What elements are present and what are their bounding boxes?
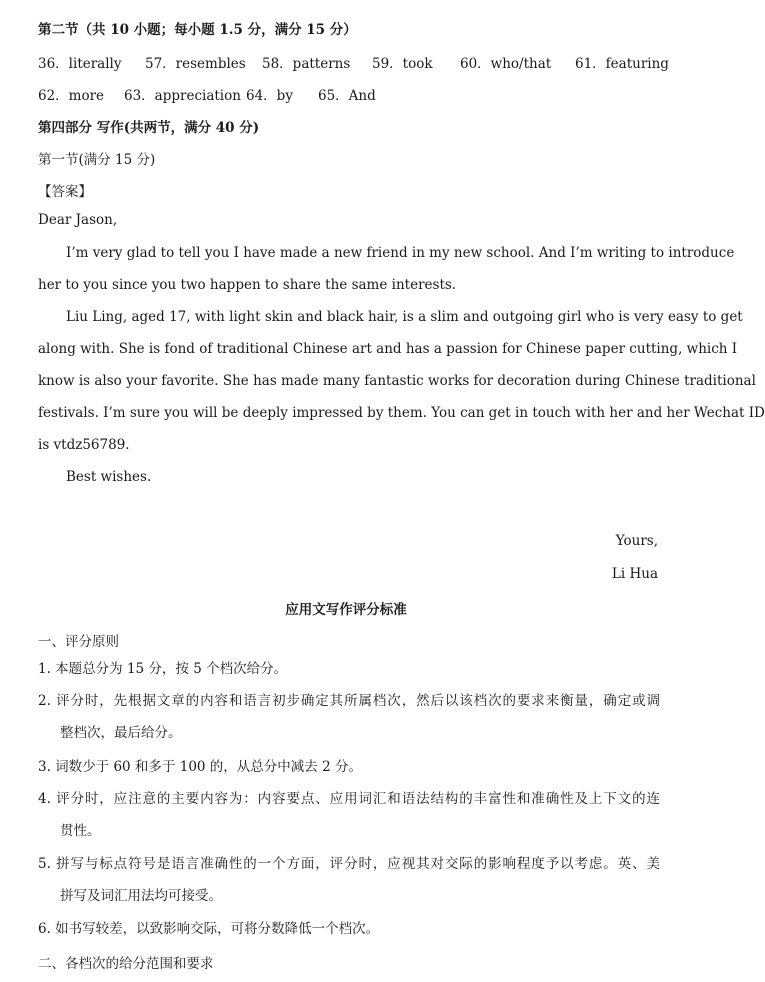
letter-line: I’m very glad to tell you I have made a new friend in my new school. And I’m writing to introduce [66, 245, 735, 261]
letter-salutation: Dear Jason, [38, 212, 118, 228]
criteria-line: 3. 词数少于 60 和多于 100 的，从总分中减去 2 分。 [38, 759, 362, 775]
answer-36: 36．literally [38, 56, 122, 72]
part4-subheading: 第一节(满分 15 分) [38, 152, 156, 168]
letter-closing: Best wishes. [66, 469, 152, 485]
answer-61: 61．featuring [575, 56, 669, 72]
criteria-line: 2. 评分时，先根据文章的内容和语言初步确定其所属档次，然后以该档次的要求来衡量，确定或调 [38, 693, 660, 709]
letter-line: is vtdz56789. [38, 437, 130, 453]
letter-line: along with. She is fond of traditional Chinese art and has a passion for Chinese paper cutting, which I [38, 341, 738, 357]
letter-paragraph-1 [38, 237, 735, 301]
answer-60: 60．who/that [460, 56, 552, 72]
criteria-section-1: 一、评分原则 [38, 634, 119, 650]
criteria-item-5 [38, 848, 660, 912]
criteria-line: 5. 拼写与标点符号是语言准确性的一个方面，评分时，应视其对交际的影响程度予以考虑。英、美 [38, 856, 660, 872]
letter-line: her to you since you two happen to share the same interests. [38, 277, 457, 293]
letter-line: festivals. I’m sure you will be deeply impressed by them. You can get in touch with her and her Wechat ID [38, 405, 765, 421]
answer-59: 59．took [372, 56, 433, 72]
criteria-line: 4. 评分时，应注意的主要内容为：内容要点、应用词汇和语法结构的丰富性和准确性及上下文的连 [38, 791, 660, 807]
answer-62: 62．more [38, 88, 105, 104]
criteria-item-4 [38, 783, 660, 847]
answer-label: 【答案】 [38, 184, 92, 200]
answer-63: 63．appreciation [124, 88, 241, 104]
letter-paragraph-2 [38, 301, 765, 461]
criteria-line: 1. 本题总分为 15 分，按 5 个档次给分。 [38, 661, 288, 677]
criteria-line: 贯性。 [60, 823, 101, 839]
answer-65: 65．And [318, 88, 376, 104]
letter-line: Liu Ling, aged 17, with light skin and black hair, is a slim and outgoing girl who is very easy to get [66, 309, 743, 325]
section2-heading: 第二节（共 10 小题；每小题 1.5 分，满分 15 分） [38, 22, 357, 38]
criteria-item-1 [38, 653, 660, 685]
criteria-line: 拼写及词汇用法均可接受。 [60, 888, 222, 904]
criteria-item-2 [38, 685, 660, 749]
criteria-item-6 [38, 913, 660, 945]
part4-heading: 第四部分 写作(共两节，满分 40 分) [38, 120, 260, 136]
criteria-line: 6. 如书写较差，以致影响交际，可将分数降低一个档次。 [38, 921, 380, 937]
criteria-section-2: 二、各档次的给分范围和要求 [38, 956, 214, 972]
letter-line: know is also your favorite. She has made many fantastic works for decoration during Chinese traditional [38, 373, 756, 389]
answer-64: 64．by [246, 88, 293, 104]
letter-signature: Li Hua [611, 566, 658, 582]
criteria-item-3 [38, 751, 660, 783]
letter-sign-off: Yours, [615, 533, 658, 549]
answer-58: 58．patterns [262, 56, 351, 72]
answer-57: 57．resembles [145, 56, 246, 72]
criteria-line: 整档次，最后给分。 [60, 725, 182, 741]
criteria-title: 应用文写作评分标准 [285, 602, 407, 618]
